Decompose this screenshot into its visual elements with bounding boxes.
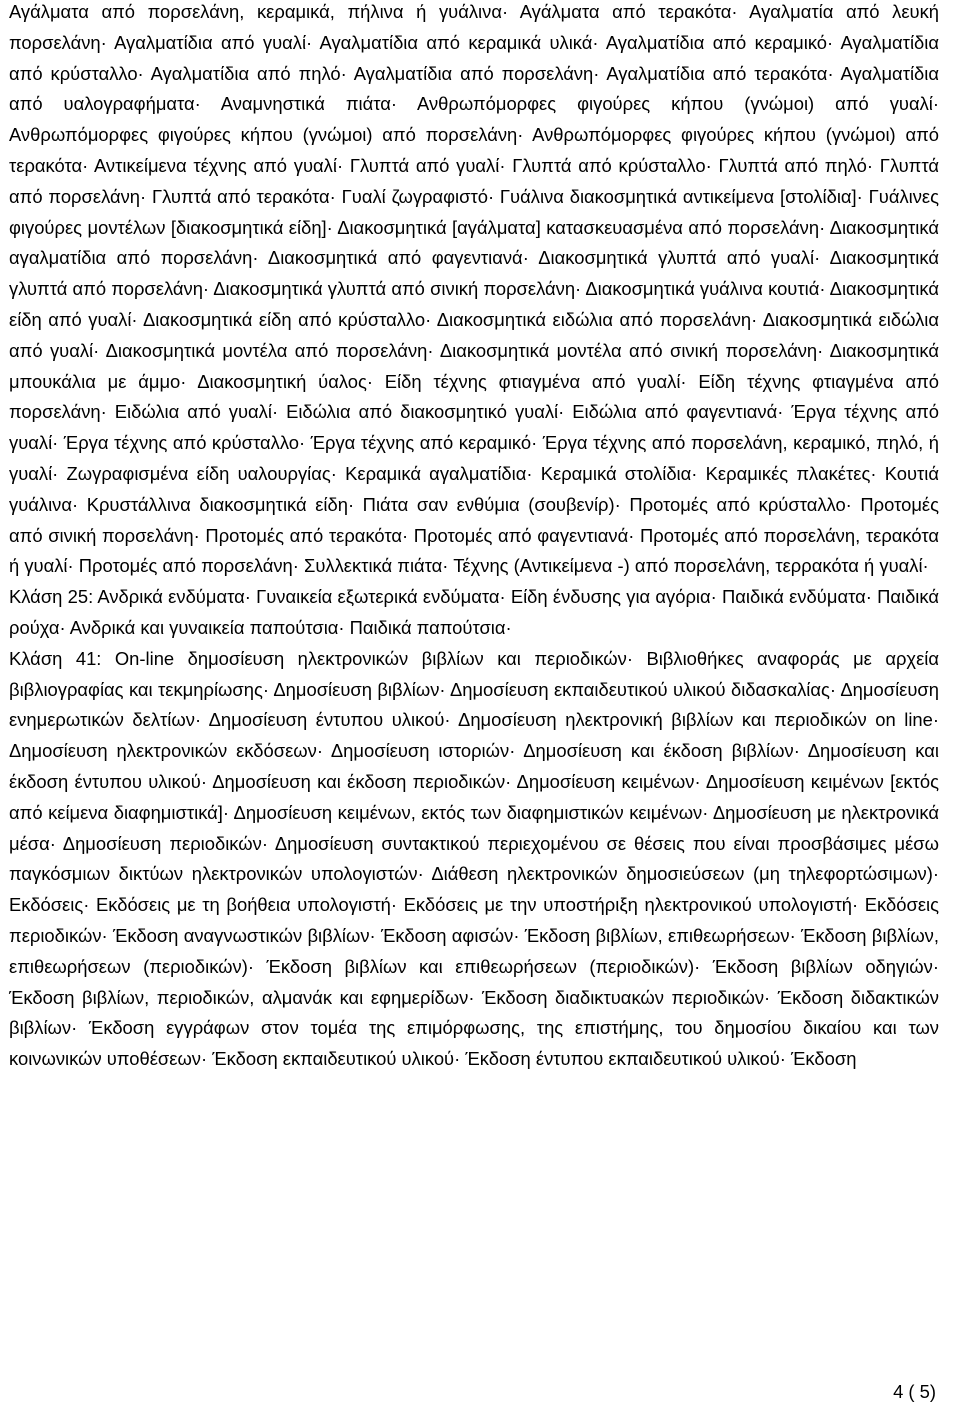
paragraph-class-41: Κλάση 41: On-line δημοσίευση ηλεκτρονικών βιβλίων και περιοδικών· Βιβλιοθήκες αναφοράς με αρχεία βιβλιογραφίας και τεκμηρίωσης· Δημοσίευση βιβλίων· Δημοσίευση εκπαιδευτικού υλικού διδασκαλίας· Δημοσίευση ενημερωτικών δελτίων· Δημοσίευση έντυπου υλικού· Δημοσίευση ηλεκτρονική βιβλίων και περιοδικών on line· Δημοσίευση ηλεκτρονικών εκδόσεων· Δημοσίευση ιστοριών· Δημοσίευση και έκδοση βιβλίων· Δημοσίευση και έκδοση έντυπου υλικού· Δημοσίευση και έκδοση περιοδικών· Δημοσίευση κειμένων· Δημοσίευση κειμένων [εκτός από κείμενα διαφημιστικά]· Δημοσίευση κειμένων, εκτός των διαφημιστικών κειμένων· Δημοσίευση με ηλεκτρονικά μέσα· Δημοσίευση περιοδικών· Δημοσίευση συντακτικού περιεχομένου σε θέσεις που είναι προσβάσιμες μέσω παγκόσμιων δικτύων ηλεκτρονικών υπολογιστών· Διάθεση ηλεκτρονικών δημοσιεύσεων (μη τηλεφορτώσιμων)· Εκδόσεις· Εκδόσεις με τη βοήθεια υπολογιστή· Εκδόσεις με την υποστήριξη ηλεκτρονικού υπολογιστή· Εκδόσεις περιοδικών· Έκδοση αναγνωστικών βιβλίων· Έκδοση αφισών· Έκδοση βιβλίων, επιθεωρήσεων· Έκδοση βιβλίων, επιθεωρήσεων (περιοδικών)· Έκδοση βιβλίων και επιθεωρήσεων (περιοδικών)· Έκδοση βιβλίων οδηγιών· Έκδοση βιβλίων, περιοδικών, αλμανάκ και εφημερίδων· Έκδοση διαδικτυακών περιοδικών· Έκδοση διδακτικών βιβλίων· Έκδοση εγγράφων στον τομέα της επιμόρφωσης, της επιστήμης, του δημοσίου δικαίου και των κοινωνικών υποθέσεων· Έκδοση εκπαιδευτικού υλικού· Έκδοση έντυπου εκπαιδευτικού υλικού· Έκδοση: [9, 647, 939, 1070]
document-body: [9, 0, 939, 1075]
page-number: 4 ( 5): [893, 1381, 936, 1402]
paragraph-class-25: Κλάση 25: Ανδρικά ενδύματα· Γυναικεία εξωτερικά ενδύματα· Είδη ένδυσης για αγόρια· Παιδικά ενδύματα· Παιδικά ρούχα· Ανδρικά και γυναικεία παπούτσια· Παιδικά παπούτσια·: [9, 586, 939, 638]
paragraph-class-21-items: Αγάλματα από πορσελάνη, κεραμικά, πήλινα ή γυάλινα· Αγάλματα από τερακότα· Αγαλματία από λευκή πορσελάνη· Αγαλματίδια από γυαλί· Αγαλματίδια από κεραμικά υλικά· Αγαλματίδια από κεραμικό· Αγαλματίδια από κρύσταλλο· Αγαλματίδια από πηλό· Αγαλματίδια από πορσελάνη· Αγαλματίδια από τερακότα· Αγαλματίδια από υαλογραφήματα· Αναμνηστικά πιάτα· Ανθρωπόμορφες φιγούρες κήπου (γνώμοι) από γυαλί· Ανθρωπόμορφες φιγούρες κήπου (γνώμοι) από πορσελάνη· Ανθρωπόμορφες φιγούρες κήπου (γνώμοι) από τερακότα· Αντικείμενα τέχνης από γυαλί· Γλυπτά από γυαλί· Γλυπτά από κρύσταλλο· Γλυπτά από πηλό· Γλυπτά από πορσελάνη· Γλυπτά από τερακότα· Γυαλί ζωγραφιστό· Γυάλινα διακοσμητικά αντικείμενα [στολίδια]· Γυάλινες φιγούρες μοντέλων [διακοσμητικά είδη]· Διακοσμητικά [αγάλματα] κατασκευασμένα από πορσελάνη· Διακοσμητικά αγαλματίδια από πορσελάνη· Διακοσμητικά από φαγεντιανά· Διακοσμητικά γλυπτά από γυαλί· Διακοσμητικά γλυπτά από πορσελάνη· Διακοσμητικά γλυπτά από σινική πορσελάνη· Διακοσμητικά γυάλινα κουτιά· Διακοσμητικά είδη από γυαλί· Διακοσμητικά είδη από κρύσταλλο· Διακοσμητικά ειδώλια από πορσελάνη· Διακοσμητικά ειδώλια από γυαλί· Διακοσμητικά μοντέλα από πορσελάνη· Διακοσμητικά μοντέλα από σινική πορσελάνη· Διακοσμητικά μπουκάλια με άμμο· Διακοσμητική ύαλος· Είδη τέχνης φτιαγμένα από γυαλί· Είδη τέχνης φτιαγμένα από πορσελάνη· Ειδώλια από γυαλί· Ειδώλια από διακοσμητικό γυαλί· Ειδώλια από φαγεντιανά· Έργα τέχνης από γυαλί· Έργα τέχνης από κρύσταλλο· Έργα τέχνης από κεραμικό· Έργα τέχνης από πορσελάνη, κεραμικό, πηλό, ή γυαλί· Ζωγραφισμένα είδη υαλουργίας· Κεραμικά αγαλματίδια· Κεραμικά στολίδια· Κεραμικές πλακέτες· Κουτιά γυάλινα· Κρυστάλλινα διακοσμητικά είδη· Πιάτα σαν ενθύμια (σουβενίρ)· Προτομές από κρύσταλλο· Προτομές από σινική πορσελάνη· Προτομές από τερακότα· Προτομές από φαγεντιανά· Προτομές από πορσελάνη, τερακότα ή γυαλί· Προτομές από πορσελάνη· Συλλεκτικά πιάτα· Τέχνης (Αντικείμενα -) από πορσελάνη, τερρακότα ή γυαλί·: [9, 1, 939, 577]
